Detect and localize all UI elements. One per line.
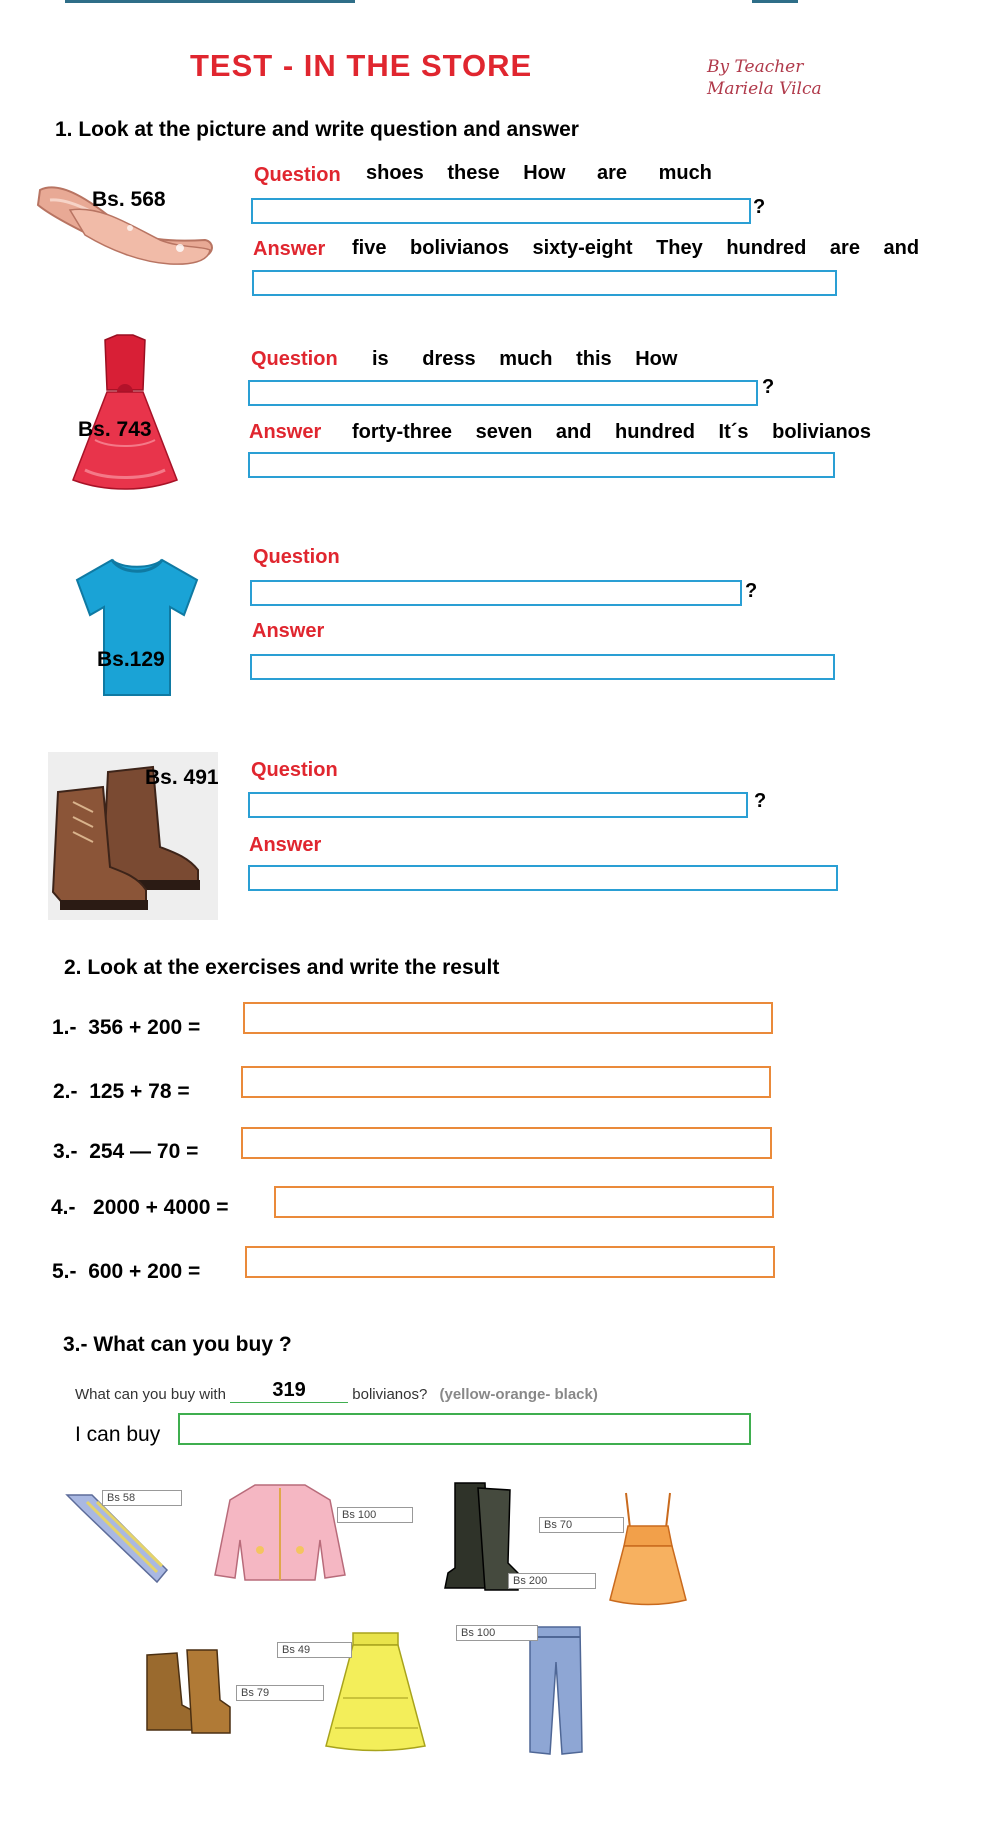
item1-price: Bs. 568: [92, 188, 166, 211]
item3-answer-label: Answer: [252, 620, 325, 642]
word-chip: How: [523, 162, 566, 184]
item1-question-mark: ?: [753, 196, 766, 218]
word-chip: is: [372, 348, 389, 370]
item2-question-mark: ?: [762, 376, 775, 398]
word-chip: seven: [475, 421, 533, 443]
exercise-expression: 600 + 200 =: [88, 1260, 201, 1283]
top-border-right: [752, 0, 798, 3]
prompt-hint: (yellow-orange- black): [439, 1386, 598, 1403]
item1-answer-words: [352, 237, 933, 260]
exercise-1-answer-input[interactable]: [243, 1002, 773, 1034]
exercise-number: 2.-: [53, 1080, 78, 1103]
item2-question-words: [372, 348, 691, 371]
item4-price: Bs. 491: [145, 766, 219, 789]
top-border-left: [65, 0, 355, 3]
price-tag-brown-boots: Bs 79: [236, 1685, 324, 1701]
exercise-number: 3.-: [53, 1140, 78, 1163]
author-line-2: Mariela Vilca: [707, 79, 822, 99]
word-chip: and: [883, 237, 920, 259]
i-can-buy-input[interactable]: [178, 1413, 751, 1445]
exercise-expression: 254 — 70 =: [89, 1140, 199, 1163]
price-tag-boots-70: Bs 70: [539, 1517, 624, 1533]
item1-question-input[interactable]: [251, 198, 751, 224]
item2-question-input[interactable]: [248, 380, 758, 406]
exercise-4: [51, 1196, 229, 1220]
exercise-number: 5.-: [52, 1260, 77, 1283]
word-chip: forty-three: [352, 421, 453, 443]
section3-title: 3.- What can you buy ?: [63, 1333, 292, 1356]
item3-question-label: Question: [253, 546, 340, 568]
section1-title: 1. Look at the picture and write question and answer: [55, 118, 579, 141]
item1-question-words: [366, 162, 726, 185]
exercise-3-answer-input[interactable]: [241, 1127, 772, 1159]
exercise-3: [53, 1140, 198, 1164]
dress-image: [65, 330, 185, 495]
exercise-4-answer-input[interactable]: [274, 1186, 774, 1218]
word-chip: much: [658, 162, 712, 184]
section3-prompt: [75, 1379, 598, 1406]
exercise-number: 4.-: [51, 1196, 76, 1219]
item2-price: Bs. 743: [78, 418, 152, 441]
exercise-expression: 356 + 200 =: [88, 1016, 201, 1039]
item4-answer-label: Answer: [249, 834, 322, 856]
item1-answer-label: Answer: [253, 238, 326, 260]
i-can-buy-label: I can buy: [75, 1423, 161, 1446]
exercise-expression: 125 + 78 =: [89, 1080, 190, 1103]
item4-question-label: Question: [251, 759, 338, 781]
item1-question-label: Question: [254, 164, 341, 186]
price-tag-jacket: Bs 100: [337, 1507, 413, 1523]
author-credit: [707, 56, 822, 100]
word-chip: shoes: [366, 162, 424, 184]
item4-question-input[interactable]: [248, 792, 748, 818]
section2-title: 2. Look at the exercises and write the result: [64, 956, 500, 979]
word-chip: five: [352, 237, 387, 259]
item2-answer-words: [352, 421, 885, 444]
word-chip: hundred: [614, 421, 695, 443]
item2-question-label: Question: [251, 348, 338, 370]
word-chip: are: [596, 162, 627, 184]
word-chip: It´s: [718, 421, 749, 443]
word-chip: much: [499, 348, 553, 370]
item4-answer-input[interactable]: [248, 865, 838, 891]
tshirt-image: [72, 555, 202, 700]
price-tag-boots-200: Bs 200: [508, 1573, 596, 1589]
jeans-image: [520, 1622, 590, 1760]
word-chip: bolivianos: [772, 421, 872, 443]
word-chip: bolivianos: [410, 237, 509, 259]
item3-answer-input[interactable]: [250, 654, 835, 680]
word-chip: hundred: [726, 237, 807, 259]
exercise-number: 1.-: [52, 1016, 77, 1039]
item4-question-mark: ?: [754, 790, 767, 812]
shoes-image: [30, 170, 220, 270]
word-chip: these: [447, 162, 500, 184]
author-line-1: By Teacher: [707, 57, 804, 77]
item3-price: Bs.129: [97, 648, 165, 671]
item3-question-input[interactable]: [250, 580, 742, 606]
item2-answer-label: Answer: [249, 421, 322, 443]
word-chip: They: [656, 237, 703, 259]
word-chip: How: [635, 348, 678, 370]
exercise-2-answer-input[interactable]: [241, 1066, 771, 1098]
word-chip: this: [576, 348, 612, 370]
exercise-expression: 2000 + 4000 =: [93, 1196, 229, 1219]
word-chip: and: [555, 421, 592, 443]
word-chip: are: [829, 237, 860, 259]
brown-boots-image: [142, 1645, 232, 1740]
page-title: TEST - IN THE STORE: [190, 48, 533, 83]
exercise-1: [52, 1016, 200, 1040]
item1-answer-input[interactable]: [252, 270, 837, 296]
orange-dress-image: [608, 1488, 688, 1606]
item2-answer-input[interactable]: [248, 452, 835, 478]
exercise-2: [53, 1080, 190, 1104]
word-chip: sixty-eight: [532, 237, 633, 259]
price-tag-skirt: Bs 49: [277, 1642, 352, 1658]
prompt-amount: 319: [230, 1379, 348, 1403]
exercise-5: [52, 1260, 200, 1284]
word-chip: dress: [422, 348, 476, 370]
prompt-prefix: What can you buy with: [75, 1386, 226, 1403]
prompt-suffix: bolivianos?: [352, 1386, 428, 1403]
jacket-image: [210, 1480, 350, 1585]
price-tag-jeans: Bs 100: [456, 1625, 538, 1641]
item3-question-mark: ?: [745, 580, 758, 602]
price-tag-tie: Bs 58: [102, 1490, 182, 1506]
exercise-5-answer-input[interactable]: [245, 1246, 775, 1278]
